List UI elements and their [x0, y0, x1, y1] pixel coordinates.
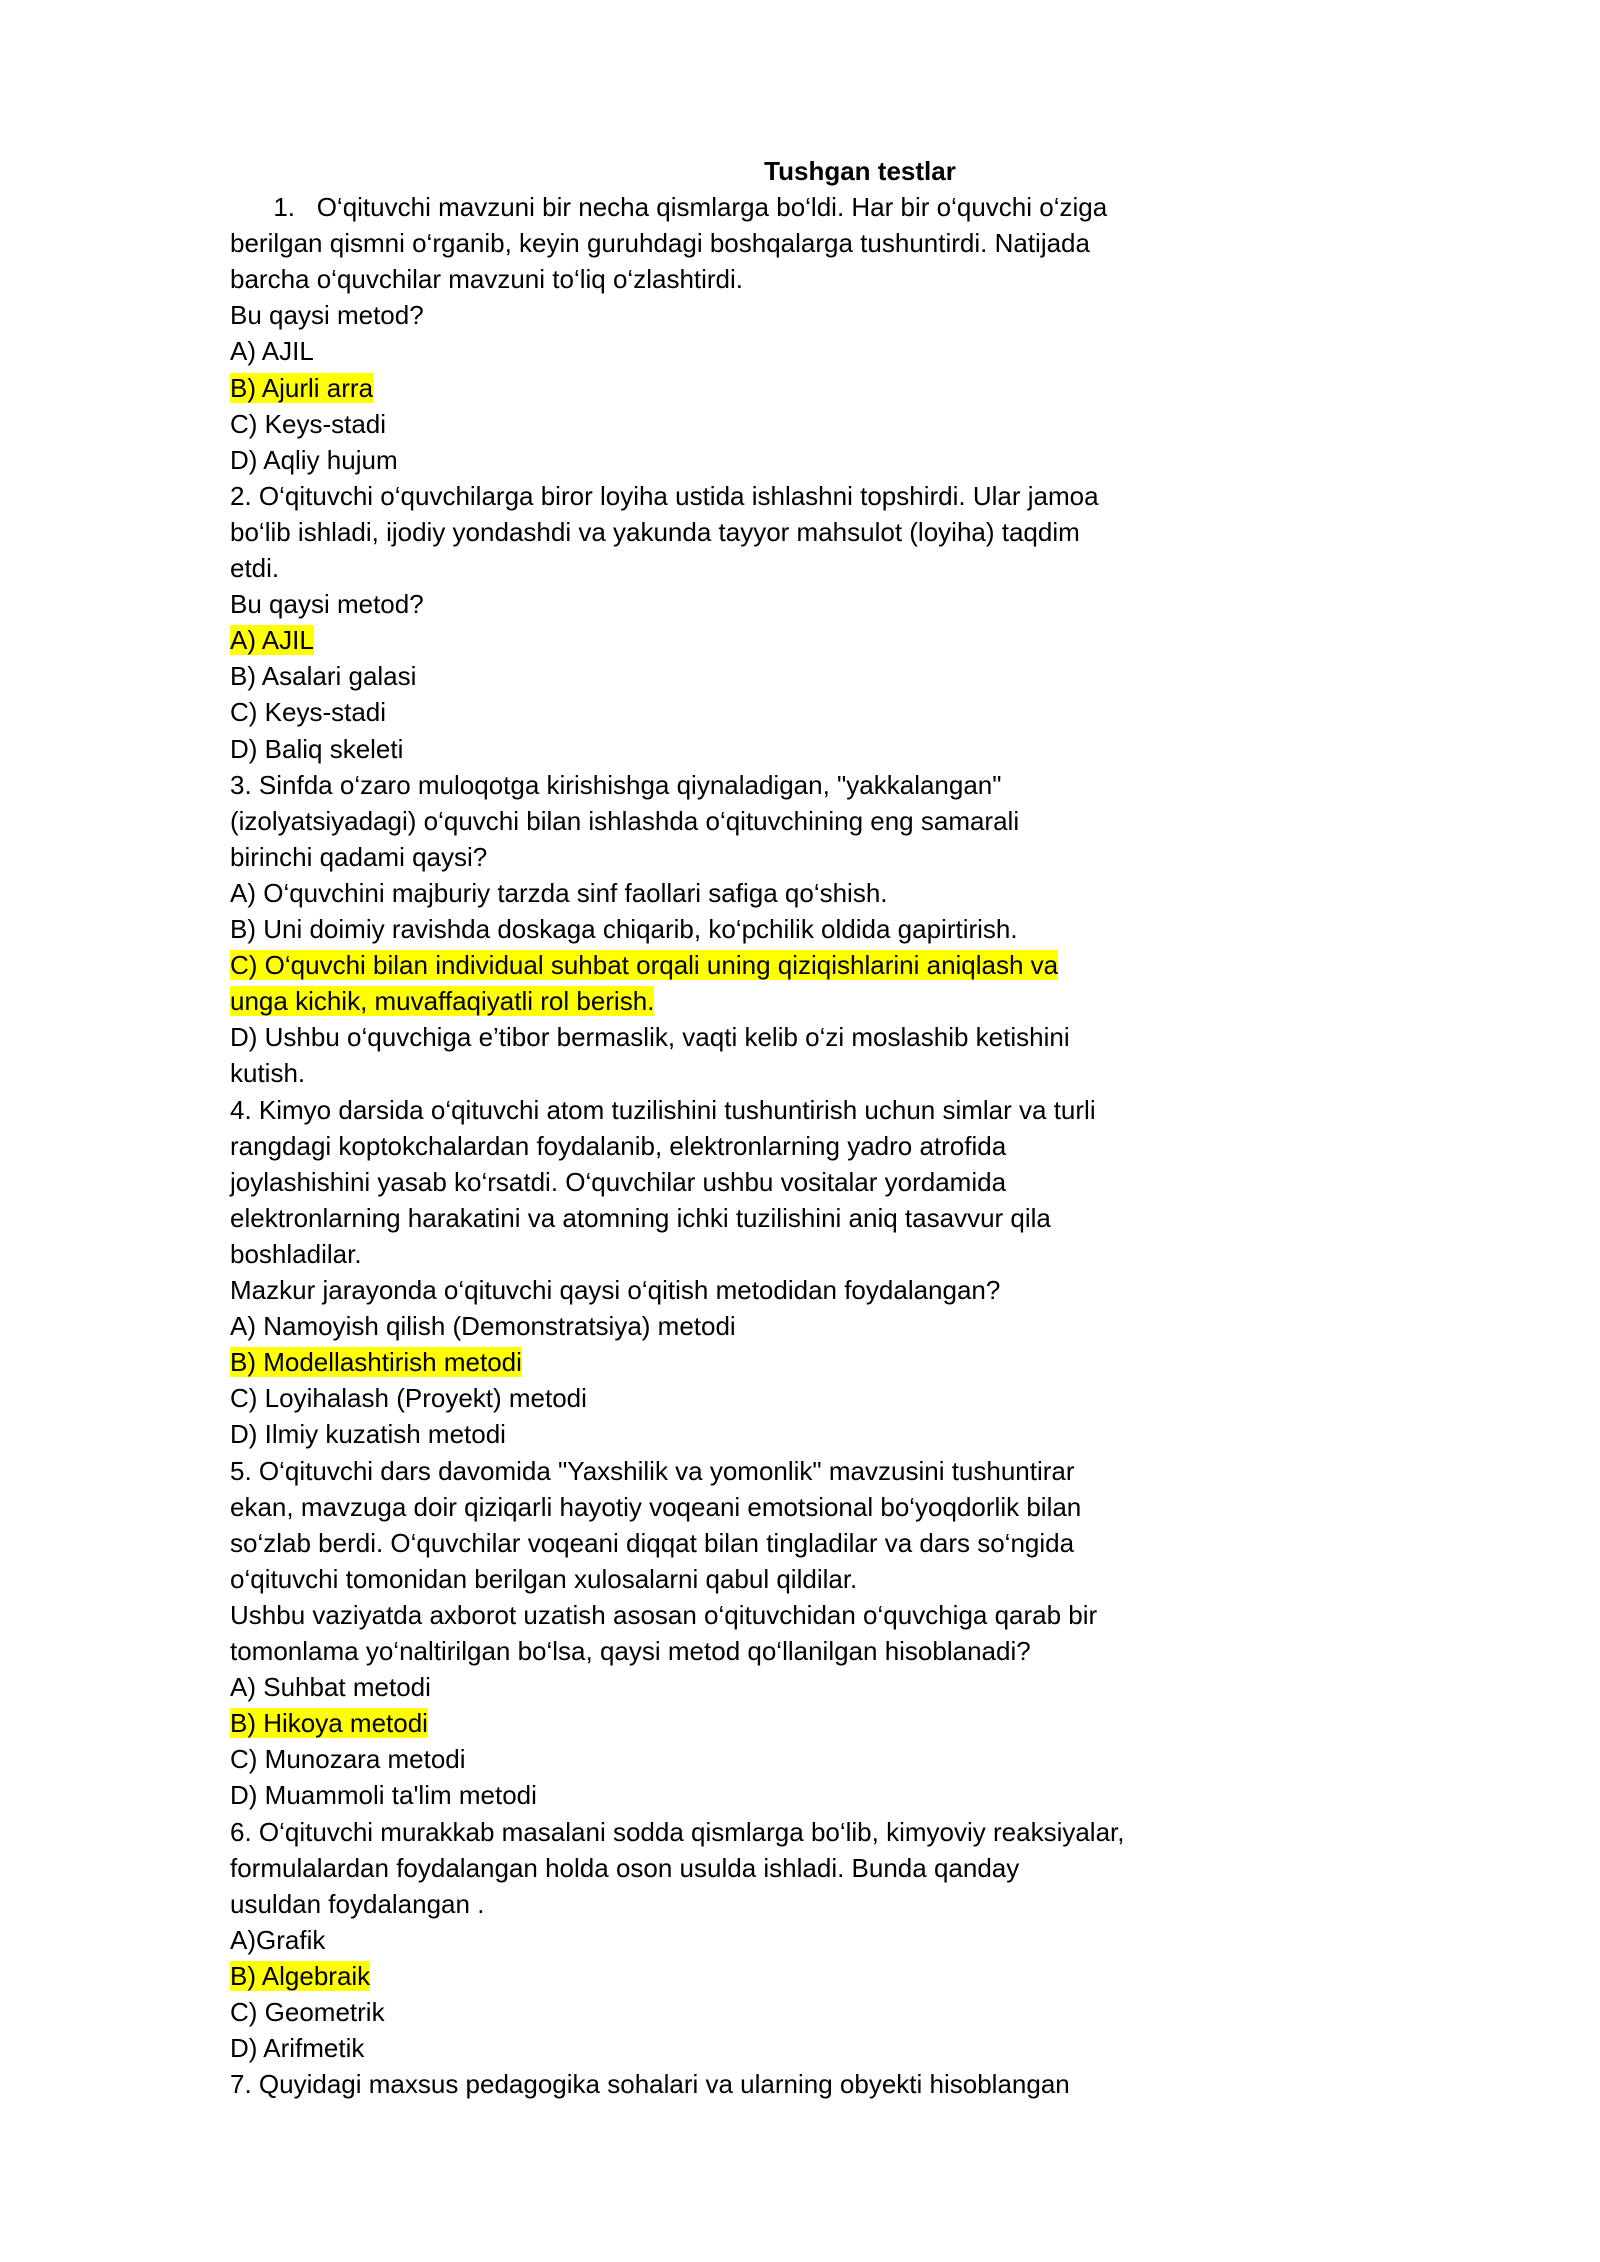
line-text: 3. Sinfda o‘zaro muloqotga kirishishga qiynaladigan, "yakkalangan" [230, 770, 1002, 800]
text-line [230, 1959, 370, 1993]
line-text: Mazkur jarayonda o‘qituvchi qaysi o‘qitish metodidan foydalangan? [230, 1275, 1001, 1305]
text-line [230, 1851, 1019, 1885]
line-text: 2. O‘qituvchi o‘quvchilarga biror loyiha ustida ishlashni topshirdi. Ular jamoa [230, 481, 1099, 511]
text-line [230, 1778, 537, 1812]
line-text: o‘qituvchi tomonidan berilgan xulosalarni qabul qildilar. [230, 1564, 858, 1594]
text-line [230, 1201, 1051, 1235]
text-line [230, 1490, 1081, 1524]
text-line [230, 371, 373, 405]
highlighted-answer: unga kichik, muvaffaqiyatli rol berish. [230, 986, 655, 1016]
line-text: rangdagi koptokchalardan foydalanib, elektronlarning yadro atrofida [230, 1131, 1007, 1161]
line-text: D) Ushbu o‘quvchiga e’tibor bermaslik, vaqti kelib o‘zi moslashib ketishini [230, 1022, 1070, 1052]
line-text: etdi. [230, 553, 280, 583]
highlighted-answer: B) Ajurli arra [230, 373, 374, 403]
text-line [230, 732, 403, 766]
line-text: C) Keys-stadi [230, 697, 387, 727]
text-line [230, 1742, 466, 1776]
line-text: C) Geometrik [230, 1997, 385, 2027]
line-text: C) Loyihalash (Proyekt) metodi [230, 1383, 587, 1413]
line-text: birinchi qadami qaysi? [230, 842, 488, 872]
line-text: usuldan foydalangan . [230, 1889, 485, 1919]
text-line [230, 1454, 1075, 1488]
text-line [230, 768, 1002, 802]
text-line [230, 1129, 1006, 1163]
line-text: 6. O‘qituvchi murakkab masalani sodda qismlarga bo‘lib, kimyoviy reaksiyalar, [230, 1817, 1125, 1847]
text-line [230, 298, 424, 332]
highlighted-answer: B) Algebraik [230, 1961, 371, 1991]
text-line [230, 1923, 325, 1957]
line-text: D) Muammoli ta'lim metodi [230, 1780, 537, 1810]
line-text: A) Namoyish qilish (Demonstratsiya) metodi [230, 1311, 736, 1341]
text-line [230, 1526, 1074, 1560]
line-text: bo‘lib ishladi, ijodiy yondashdi va yakunda tayyor mahsulot (loyiha) taqdim [230, 517, 1080, 547]
line-text: Bu qaysi metod? [230, 300, 424, 330]
line-text: elektronlarning harakatini va atomning ichki tuzilishini aniq tasavvur qila [230, 1203, 1051, 1233]
line-text: 5. O‘qituvchi dars davomida "Yaxshilik va yomonlik" mavzusini tushuntirar [230, 1456, 1075, 1486]
highlighted-answer: C) O‘quvchi bilan individual suhbat orqali uning qiziqishlarini aniqlash va [230, 950, 1059, 980]
text-line [230, 1093, 1096, 1127]
highlighted-answer: B) Modellashtirish metodi [230, 1347, 522, 1377]
line-text: berilgan qismni o‘rganib, keyin guruhdagi boshqalarga tushuntirdi. Natijada [230, 228, 1090, 258]
text-line [230, 984, 654, 1018]
text-line [230, 1887, 484, 1921]
text-line [230, 804, 1019, 838]
line-text: Ushbu vaziyatda axborot uzatish asosan o‘qituvchidan o‘quvchiga qarab bir [230, 1600, 1098, 1630]
text-line [230, 876, 888, 910]
text-line [230, 443, 398, 477]
line-text: kutish. [230, 1058, 306, 1088]
text-line [230, 262, 743, 296]
text-line [230, 1598, 1097, 1632]
text-line [230, 1020, 1070, 1054]
text-line [230, 1562, 857, 1596]
line-text: (izolyatsiyadagi) o‘quvchi bilan ishlashda o‘qituvchining eng samarali [230, 806, 1020, 836]
text-line [230, 551, 279, 585]
text-line [230, 840, 487, 874]
text-line [230, 1345, 522, 1379]
text-line [230, 1670, 431, 1704]
line-text: tomonlama yo‘naltirilgan bo‘lsa, qaysi metod qo‘llanilgan hisoblanadi? [230, 1636, 1031, 1666]
line-text: Bu qaysi metod? [230, 589, 424, 619]
line-text: 1. O‘qituvchi mavzuni bir necha qismlarga bo‘ldi. Har bir o‘quvchi o‘ziga [230, 192, 1108, 222]
text-line [230, 659, 416, 693]
text-line [230, 1815, 1125, 1849]
text-line [230, 1165, 1006, 1199]
text-line [230, 334, 314, 368]
text-line [230, 515, 1080, 549]
text-line [230, 2067, 1070, 2101]
text-line [230, 695, 386, 729]
text-line [230, 1309, 736, 1343]
line-text: A) Suhbat metodi [230, 1672, 431, 1702]
line-text: B) Asalari galasi [230, 661, 417, 691]
line-text: ekan, mavzuga doir qiziqarli hayotiy voqeani emotsional bo‘yoqdorlik bilan [230, 1492, 1082, 1522]
text-line [230, 2031, 364, 2065]
text-line [230, 479, 1099, 513]
line-text: B) Uni doimiy ravishda doskaga chiqarib, ko‘pchilik oldida gapirtirish. [230, 914, 1018, 944]
highlighted-answer: B) Hikoya metodi [230, 1708, 428, 1738]
text-line [230, 912, 1018, 946]
text-line [230, 1056, 305, 1090]
text-line [230, 1381, 587, 1415]
line-text: A) AJIL [230, 336, 314, 366]
line-text: A) O‘quvchini majburiy tarzda sinf faollari safiga qo‘shish. [230, 878, 888, 908]
line-text: D) Arifmetik [230, 2033, 365, 2063]
line-text: boshladilar. [230, 1239, 362, 1269]
text-line [230, 1995, 385, 2029]
highlighted-answer: A) AJIL [230, 625, 314, 655]
text-line [230, 587, 424, 621]
text-line [230, 1417, 506, 1451]
line-text: D) Aqliy hujum [230, 445, 398, 475]
line-text: C) Munozara metodi [230, 1744, 466, 1774]
document-title: Tushgan testlar [764, 156, 956, 186]
text-line [230, 407, 386, 441]
text-line [230, 1706, 428, 1740]
text-line [230, 948, 1058, 982]
text-line [230, 190, 1107, 224]
line-text: D) Ilmiy kuzatish metodi [230, 1419, 506, 1449]
line-text: barcha o‘quvchilar mavzuni to‘liq o‘zlashtirdi. [230, 264, 744, 294]
line-text: A)Grafik [230, 1925, 326, 1955]
text-line [230, 623, 314, 657]
line-text: joylashishini yasab ko‘rsatdi. O‘quvchilar ushbu vositalar yordamida [230, 1167, 1007, 1197]
text-line [230, 1273, 1000, 1307]
line-text: formulalardan foydalangan holda oson usulda ishladi. Bunda qanday [230, 1853, 1020, 1883]
text-line [230, 226, 1090, 260]
line-text: D) Baliq skeleti [230, 734, 404, 764]
line-text: C) Keys-stadi [230, 409, 387, 439]
text-line [230, 1634, 1031, 1668]
line-text: 4. Kimyo darsida o‘qituvchi atom tuzilishini tushuntirish uchun simlar va turli [230, 1095, 1096, 1125]
line-text: so‘zlab berdi. O‘quvchilar voqeani diqqat bilan tingladilar va dars so‘ngida [230, 1528, 1075, 1558]
text-line [230, 1237, 362, 1271]
line-text: 7. Quyidagi maxsus pedagogika sohalari va ularning obyekti hisoblangan [230, 2069, 1070, 2099]
